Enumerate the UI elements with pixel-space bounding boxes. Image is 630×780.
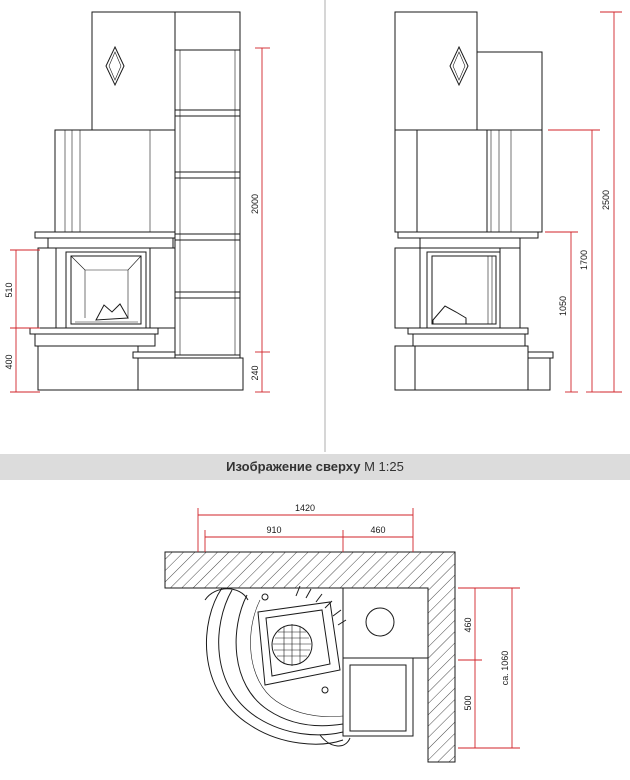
front-view [4,12,270,392]
section-title [0,454,630,480]
dim-top-460: 460 [370,525,386,535]
dim-top-910: 910 [266,525,282,535]
dim-front-400: 400 [4,354,14,370]
dim-side-2500: 2500 [601,189,611,211]
dim-top-depth-1060: ca. 1060 [500,650,510,686]
dim-front-2000: 2000 [250,193,260,215]
top-view [165,503,520,762]
dim-front-240: 240 [250,365,260,381]
dim-top-depth-500: 500 [463,695,473,711]
side-view [395,12,622,392]
section-title-scale: М 1:25 [364,459,404,474]
section-title-bold: Изображение сверху [226,459,361,474]
dim-top-depth-460: 460 [463,617,473,633]
dim-side-1050: 1050 [558,295,568,317]
dim-top-1420: 1420 [294,503,316,513]
dim-side-1700: 1700 [579,249,589,271]
dim-front-510: 510 [4,282,14,298]
